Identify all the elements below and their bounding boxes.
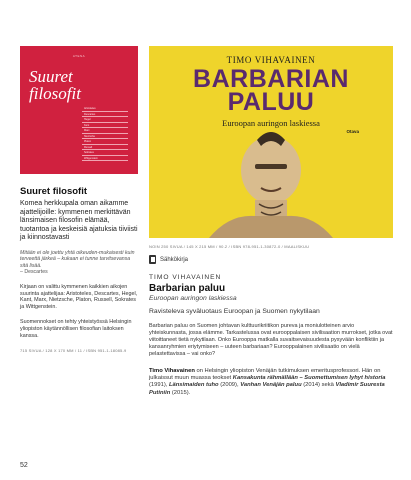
book-title: Suuret filosofit — [20, 186, 88, 197]
book-quote-source: – Descartes — [20, 269, 48, 276]
book-quote: Mitään ei ole joettu yhtä oikeuden-mukaisesti kuin terveettä järkeä – kukaan ei tunne tarvitsevansa sitä lisää. — [20, 249, 135, 269]
right-column — [149, 46, 393, 397]
bio-book: Länsimaiden tuho — [168, 382, 219, 389]
cover-list-item: Sokrates — [82, 150, 128, 156]
cover-publisher: ATENA — [72, 54, 86, 58]
cover-title — [29, 68, 81, 102]
book-title: Barbarian paluu — [149, 283, 226, 294]
cover-name-list — [82, 106, 128, 161]
author-bio — [149, 368, 393, 397]
bio-book: Kansakunta rähmällään – Suomettumisen lyhyt historia — [232, 375, 386, 382]
book-meta: 715 SIVUA / 128 X 170 MM / 11 / ISBN 951-1-18085-9 — [20, 347, 127, 353]
bio-book: Vladimir Suuresta Putiniin — [149, 382, 385, 396]
page-number: 52 — [20, 462, 28, 469]
left-column — [20, 46, 138, 353]
book-body-2: Suomennokset on tehty yhteistyössä Helsingin yliopiston käytännöllisen filosofian laitoksen kanssa. — [20, 319, 132, 340]
cover-title — [149, 65, 393, 116]
cover-list-item: Nietzsche — [82, 134, 128, 140]
book-body-1: Kirjaan on valittu kymmenen kaikkien aikojen suurinta ajattelijaa: Aristoteles, Descartes, Hegel, Kant, Marx, Nietzsche, Platon, Russell, Sokrates ja Wittgenstein. — [20, 283, 138, 311]
book-body: Barbarian paluu on Suomen johtavan kulttuurikriitikon pureva ja moniulotteinen arvio yhteiskunnasta, jossa elämme. Tarkastelussa ovat eurooppalaisen sivilisaation murrokset, jotka ovat viitoittaneet tietä nykytilaan. Onko Eurooppa matkalla suvaitsevaisuudesta pysyvään konfliktiin ja kansanryhmien eriytymiseen – uuteen barbariaan? Eurooppalainen sivilisaatio on vielä pelastettavissa – vai onko? — [149, 323, 393, 357]
book-cover-barbarian-paluu[interactable] — [149, 46, 393, 238]
portrait-eyes — [255, 164, 287, 169]
bio-text: (2015). — [170, 389, 191, 396]
cover-title-line2: PALUU — [227, 88, 315, 116]
cover-list-item: Platon — [82, 139, 128, 145]
bio-book: Vanhan Venäjän paluu — [240, 382, 302, 389]
book-subtitle: Euroopan auringon laskiessa — [149, 295, 237, 302]
book-author: TIMO VIHAVAINEN — [149, 274, 222, 281]
cover-list-item: Descartes — [82, 112, 128, 118]
bio-name: Timo Vihavainen — [149, 368, 195, 374]
ebook-badge[interactable] — [149, 255, 393, 264]
bio-text: (2009), — [218, 382, 241, 389]
cover-list-item: Aristoteles — [82, 106, 128, 112]
ebook-icon — [149, 255, 156, 264]
bio-text: (2014) sekä — [301, 382, 336, 389]
ebook-label: Sähkökirja — [160, 256, 189, 263]
portrait-head — [241, 136, 301, 204]
cover-title-line1: BARBARIAN — [193, 65, 349, 93]
cover-list-item: Wittgenstein — [82, 156, 128, 162]
book-description: Komea herkkupala oman aikamme ajattelijoille: kymmenen merkittävän länsimaisen filosofin elämää, tuotantoa ja keskeisiä ajatuksia tiiviisti ja kiinnostavasti — [20, 200, 138, 242]
cover-list-item: Marx — [82, 128, 128, 134]
bio-text: on Helsingin yliopiston Venäjän tutkimuksen emeritusprofessori. Hän on julkaissut muun muassa teokset — [149, 368, 381, 382]
book-meta: NOIN 250 SIVUA / 145 X 215 MM / 90.2 / ISBN 978-951-1-30872-0 / MAALISKUU — [149, 244, 310, 249]
portrait-shoulders — [209, 216, 333, 238]
cover-publisher: Otava — [346, 129, 359, 134]
book-lead: Ravisteleva syväluotaus Euroopan ja Suomen nykytilaan — [149, 308, 320, 315]
bio-text: (1991), — [149, 382, 169, 389]
cover-list-item: Kant — [82, 123, 128, 129]
cover-subtitle: Euroopan auringon laskiessa — [222, 118, 320, 128]
book-cover-suuret-filosofit[interactable] — [20, 46, 138, 174]
cover-list-item: Hegel — [82, 117, 128, 123]
cover-title-line2: filosofit — [29, 84, 81, 103]
cover-author: TIMO VIHAVAINEN — [226, 55, 316, 65]
cover-list-item: Russell — [82, 145, 128, 151]
cover-title-line1: Suuret — [29, 67, 73, 86]
